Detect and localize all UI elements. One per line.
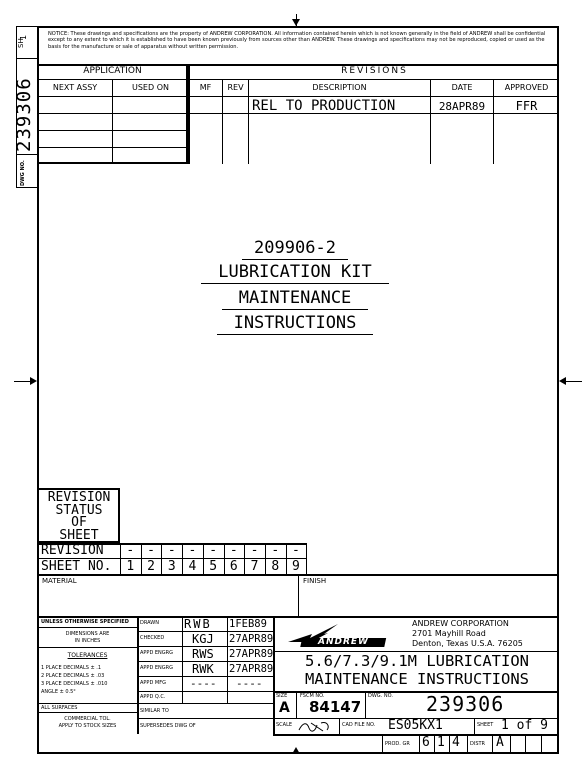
revisions-col-mf: MF	[199, 83, 212, 92]
tolerance-line-3: 3 PLACE DECIMALS ± .010	[41, 681, 108, 687]
revisions-col-date: DATE	[451, 83, 473, 92]
revision-status-rev-cell: -	[292, 543, 300, 558]
side-dwg-number: 239306	[13, 77, 35, 152]
tolerances-heading: TOLERANCES	[67, 652, 108, 659]
prod-gr-digit-2: 1	[437, 735, 445, 750]
side-sheet-label: SH	[17, 38, 25, 48]
left-center-tick	[14, 381, 30, 382]
body-title-line3: MAINTENANCE	[238, 288, 352, 308]
drawing-title-line2: MAINTENANCE INSTRUCTIONS	[305, 670, 529, 688]
revision-status-rev-cell: -	[167, 543, 176, 558]
signoff-date-drawn: 1FEB89	[229, 618, 267, 630]
revision-status-title-1: REVISION	[47, 490, 111, 505]
drawing-title-line1: 5.6/7.3/9.1M LUBRICATION	[305, 652, 529, 670]
signoff-name-checked: KGJ	[192, 632, 214, 646]
revision-status-rev-cell: -	[250, 543, 259, 558]
revision-status-sheet-cell: 6	[229, 559, 238, 574]
revision-status-rev-cell: -	[126, 543, 135, 558]
scale-label: SCALE	[276, 722, 293, 728]
dwg-no-value: 239306	[426, 692, 505, 716]
signoff-name-appd-mfg: ----	[190, 677, 217, 690]
size-label: SIZE	[276, 693, 288, 699]
revision-status-sheet-cell: 9	[292, 559, 300, 574]
signoff-name-drawn: RWB	[184, 617, 212, 631]
fscm-value: 84147	[309, 698, 362, 716]
revision-status-sheet-cell: 3	[167, 559, 176, 574]
cad-file-label: CAD FILE NO.	[342, 722, 376, 728]
company-address-2: Denton, Texas U.S.A. 76205	[412, 639, 523, 648]
revision-status-rev-cell: -	[147, 543, 155, 558]
notice-text: NOTICE: These drawings and specifications are the property of ANDREW CORPORATION. All information contained herein which is not known generally in the field of ANDREW shall be confidential except to any extent to which it is established to have been known previously from sources other than ANDREW. These drawings and specifications may not be reproduced, copied or used as the basis for the manufacture or sale of apparatus without written permission.	[48, 31, 546, 50]
supersedes-label: SUPERSEDES DWG OF	[140, 723, 196, 729]
revisions-col-description: DESCRIPTION	[312, 83, 367, 92]
similar-to-label: SIMILAR TO	[140, 708, 169, 714]
prod-gr-digit-3: 4	[452, 735, 460, 750]
signoff-label-drawn: DRAWN	[140, 620, 159, 626]
material-label: MATERIAL	[42, 577, 77, 585]
size-value: A	[279, 700, 290, 716]
sheet-value: 1 of 9	[501, 718, 548, 733]
dwg-no-label: DWG. NO.	[368, 693, 393, 699]
left-center-arrow	[30, 377, 37, 385]
finish-label: FINISH	[303, 577, 327, 585]
andrew-logo	[284, 620, 394, 648]
application-col-used-on: USED ON	[132, 83, 169, 92]
revision-status-rev-cell: -	[271, 543, 280, 558]
side-sheet-number: 1	[19, 34, 28, 40]
tolerance-dims-line2: IN INCHES	[74, 638, 101, 644]
tolerance-line-2: 2 PLACE DECIMALS ± .03	[41, 673, 105, 679]
revision-status-title-3: OF	[71, 515, 87, 530]
company-name: ANDREW CORPORATION	[412, 619, 509, 628]
revisions-title: REVISIONS	[341, 66, 408, 76]
revision-status-sheet-cell: 2	[147, 559, 155, 574]
signoff-label-appd-engrg-1: APPD ENGRG	[140, 650, 174, 656]
body-title-part-number: 209906-2	[254, 238, 336, 258]
revision-row-approved: FFR	[515, 99, 538, 113]
side-dwg-label: DWG NO.	[20, 160, 26, 186]
signoff-date-appd-engrg-2: 27APR89	[229, 663, 274, 675]
revision-status-sheet-cell: 5	[209, 559, 218, 574]
revision-row-description: REL TO PRODUCTION	[252, 98, 396, 114]
company-address-1: 2701 Mayhill Road	[412, 629, 486, 638]
right-center-arrow	[559, 377, 566, 385]
revision-status-rev-cell: -	[229, 543, 238, 558]
signoff-name-appd-engrg-1: RWS	[192, 647, 214, 661]
revision-row-label: REVISION	[41, 543, 104, 558]
revision-status-title-4: SHEET	[59, 528, 99, 543]
revision-status-sheet-cell: 7	[250, 559, 259, 574]
signoff-name-appd-engrg-2: RWK	[192, 662, 214, 676]
revision-status-rev-cell: -	[188, 543, 197, 558]
cad-file-value: ES05KX1	[388, 718, 443, 733]
tolerance-commercial-line2: APPLY TO STOCK SIZES	[58, 723, 117, 729]
top-center-tick	[296, 14, 297, 26]
signoff-date-appd-engrg-1: 27APR89	[229, 648, 274, 660]
bottom-center-arrow	[292, 747, 300, 754]
distr-value: A	[496, 735, 504, 750]
distr-label: DISTR	[470, 741, 486, 747]
andrew-logo-text: ANDREW	[318, 637, 369, 647]
sheet-label: SHEET	[477, 722, 494, 728]
prod-gr-label: PROD. GR	[385, 741, 410, 747]
fscm-label: FSCM NO.	[300, 693, 325, 699]
tolerance-line-1: 1 PLACE DECIMALS ± .1	[41, 665, 102, 671]
body-title-line2: LUBRICATION KIT	[218, 262, 372, 282]
signoff-label-appd-engrg-2: APPD ENGRG	[140, 665, 174, 671]
signoff-label-appd-mfg: APPD MFG	[140, 680, 166, 686]
revisions-col-rev: REV	[227, 83, 244, 92]
application-title: APPLICATION	[83, 66, 142, 76]
tolerance-line-4: ANGLE ± 0.5°	[41, 689, 76, 695]
sheet-row-label: SHEET NO.	[41, 559, 112, 574]
signoff-date-checked: 27APR89	[229, 633, 274, 645]
signoff-label-appd-qc: APPD Q.C.	[140, 694, 166, 700]
prod-gr-digit-1: 6	[422, 735, 430, 750]
signoff-date-appd-mfg: ----	[236, 677, 263, 690]
revision-status-sheet-cell: 4	[188, 559, 197, 574]
tolerance-unless: UNLESS OTHERWISE SPECIFIED	[41, 619, 129, 625]
side-tab-divider	[16, 58, 38, 59]
tolerance-commercial-line1: COMMERCIAL TOL.	[64, 716, 111, 722]
signoff-label-checked: CHECKED	[140, 635, 165, 641]
right-center-tick	[566, 381, 582, 382]
revisions-col-approved: APPROVED	[504, 83, 549, 92]
revision-row-date: 28APR89	[438, 100, 486, 113]
body-title-line4: INSTRUCTIONS	[233, 313, 357, 333]
tolerance-dims-line1: DIMENSIONS ARE	[65, 631, 110, 637]
side-tab-divider	[16, 154, 38, 155]
application-col-next-assy: NEXT ASSY	[52, 83, 98, 92]
revision-status-title-2: STATUS	[55, 503, 103, 518]
revision-status-sheet-cell: 8	[271, 559, 280, 574]
revision-status-sheet-cell: 1	[126, 559, 135, 574]
revision-status-rev-cell: -	[209, 543, 218, 558]
tolerance-all-surfaces: ALL SURFACES	[41, 705, 78, 711]
